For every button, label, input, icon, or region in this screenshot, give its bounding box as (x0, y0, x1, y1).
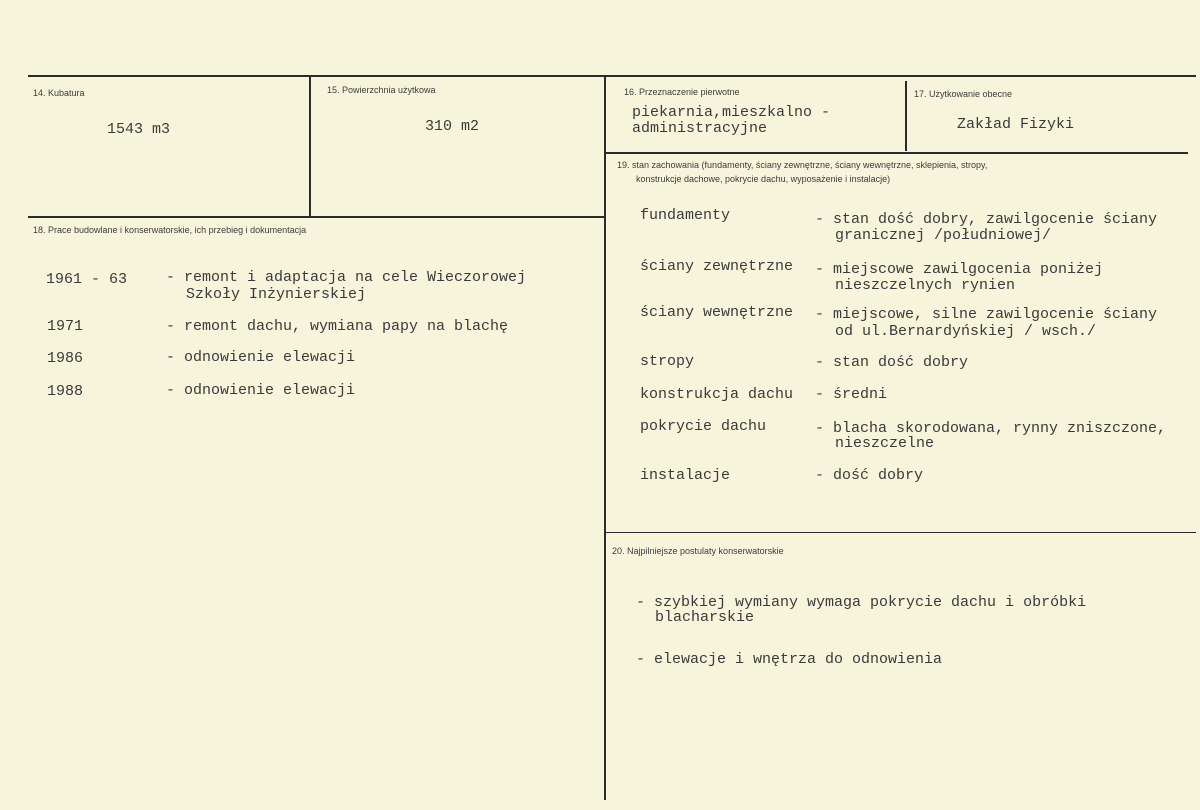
divider-16-17 (905, 81, 907, 151)
prace-year: 1971 (47, 318, 84, 335)
prace-year: 1988 (47, 383, 84, 400)
divider-left-right (604, 77, 606, 800)
rule-under-16-17 (606, 152, 1188, 154)
prace-text: - remont dachu, wymiana papy na blachę (166, 318, 509, 335)
prace-year: 1986 (47, 350, 84, 367)
prace-text-cont: Szkoły Inżynierskiej (186, 286, 367, 303)
postulat-item: - szybkiej wymiany wymaga pokrycie dachu i obróbki (636, 594, 1087, 611)
uzytkowanie-label: 17. Użytkowanie obecne (914, 89, 1013, 99)
postulat-item: - elewacje i wnętrza do odnowienia (636, 651, 943, 668)
prace-text: - odnowienie elewacji (166, 382, 356, 399)
element-name: ściany zewnętrzne (640, 258, 794, 275)
top-rule (28, 75, 1196, 77)
element-desc: - stan dość dobry (815, 354, 969, 371)
rule-under-14-15 (28, 216, 605, 218)
prace-year: 1961 - 63 (46, 271, 128, 288)
prace-text: - odnowienie elewacji (166, 349, 356, 366)
element-desc-cont: granicznej /południowej/ (835, 227, 1052, 244)
postulat-item-cont: blacharskie (655, 609, 755, 626)
element-name: konstrukcja dachu (640, 386, 794, 403)
powierzchnia-label: 15. Powierzchnia użytkowa (327, 85, 436, 95)
prace-label: 18. Prace budowlane i konserwatorskie, ich przebieg i dokumentacja (33, 225, 307, 235)
kubatura-label: 14. Kubatura (33, 88, 85, 98)
kubatura-value: 1543 m3 (107, 121, 171, 138)
element-name: ściany wewnętrzne (640, 304, 794, 321)
przeznaczenie-value-line2: administracyjne (632, 120, 768, 137)
element-desc: - miejscowe zawilgocenia poniżej (815, 261, 1104, 278)
element-desc: - blacha skorodowana, rynny zniszczone, (815, 420, 1167, 437)
element-name: fundamenty (640, 207, 731, 224)
element-name: stropy (640, 353, 695, 370)
uzytkowanie-value: Zakład Fizyki (957, 116, 1075, 133)
element-name: instalacje (640, 467, 731, 484)
element-desc-cont: nieszczelne (835, 435, 935, 452)
element-desc: - średni (815, 386, 888, 403)
element-desc-cont: od ul.Bernardyńskiej / wsch./ (835, 323, 1097, 340)
element-desc: - dość dobry (815, 467, 924, 484)
stan-zachowania-label-cont: konstrukcje dachowe, pokrycie dachu, wyposażenie i instalacje) (636, 174, 891, 184)
przeznaczenie-value-line1: piekarnia,mieszkalno - (632, 104, 831, 121)
przeznaczenie-label: 16. Przeznaczenie pierwotne (624, 87, 740, 97)
rule-under-19 (606, 532, 1196, 533)
element-desc-cont: nieszczelnych rynien (835, 277, 1016, 294)
divider-14-15 (309, 77, 311, 217)
powierzchnia-value: 310 m2 (425, 118, 480, 135)
element-desc: - miejscowe, silne zawilgocenie ściany (815, 306, 1158, 323)
element-name: pokrycie dachu (640, 418, 767, 435)
prace-text: - remont i adaptacja na cele Wieczorowej (166, 269, 527, 286)
postulaty-label: 20. Najpilniejsze postulaty konserwatorskie (612, 546, 784, 556)
element-desc: - stan dość dobry, zawilgocenie ściany (815, 211, 1158, 228)
stan-zachowania-label: 19. stan zachowania (fundamenty, ściany zewnętrzne, ściany wewnętrzne, sklepienia, stropy, (617, 160, 988, 170)
